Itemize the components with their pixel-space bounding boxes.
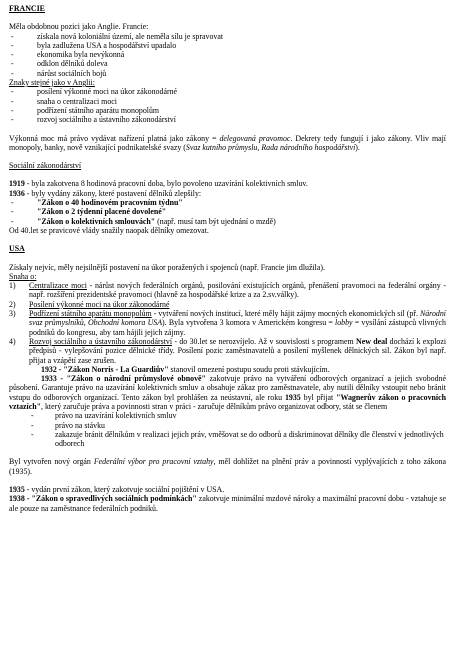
- text-run: byl přijat: [300, 392, 337, 402]
- list-item: [9, 198, 446, 207]
- text-run: , měl dohlížet na plnění práv a povinností vyplývajících z toho zákona (1935).: [9, 457, 446, 476]
- law-title: 1938 - "Zákon o spravedlivých sociálních podmínkách": [9, 494, 197, 504]
- francie-intro: Měla obdobnou pozici jako Anglie. Francie:: [9, 22, 149, 32]
- social-legislation-heading: Sociální zákonodárství: [9, 161, 82, 171]
- law-title: 1932 - "Zákon Norris - La Guardiův": [41, 364, 169, 374]
- law-title: "Zákon o kolektivních smlouvách": [37, 216, 156, 226]
- year: 1936: [9, 188, 25, 198]
- item-number: 1): [9, 281, 16, 291]
- francie-znaky: Znaky stejné jako v Anglii:: [9, 78, 95, 88]
- list-item: - snaha o centralizaci moci: [9, 97, 446, 106]
- list-item: [9, 217, 446, 226]
- text-run: Svaz kutního průmyslu, Rada národního hospodářství: [185, 142, 356, 152]
- list-item: [9, 281, 446, 300]
- usa-snaha: Snaha o:: [9, 271, 37, 281]
- francie-list-2: [9, 87, 446, 124]
- list-item: [9, 300, 446, 309]
- usa-1932: [9, 365, 446, 374]
- item-title: Posílení výkonné moci na úkor zákonodárné: [29, 299, 170, 309]
- list-item: - byla zadlužena USA a hospodářství upadalo: [9, 41, 446, 50]
- text-run: - byly vydány zákony, které postavení dělníků zlepšily:: [24, 188, 202, 198]
- francie-heading: FRANCIE: [9, 4, 45, 13]
- text-run: - vytváření nových institucí, které měly hájit zájmy mocných ekonomických sil (př.: [151, 309, 420, 319]
- text-run: dochází k explozi předpisů - vylepšování pozice dělnické třídy. Posílení pozic zaměstnavatelů a posílení myšlenek dělnických sil. Zákon byl např. přijat a vzápětí zase zrušen.: [29, 336, 447, 365]
- item-title: Podřízení státního aparátu monopolům: [29, 309, 152, 319]
- usa-vybor-paragraph: [9, 457, 446, 476]
- list-item: - získala nová koloniální území, ale neměla sílu je spravovat: [9, 32, 446, 41]
- law-title: "Zákon o 2 týdenní placené dovolené": [37, 207, 167, 217]
- text-run: zakotvuje právo na vytváření odborových organizací a jejich svobodné působení. Garantuje právo na uzavírání kolektivních smluv a obsahuje zákaz pro zaměstnavatele, aby nutili dělníky vstoupit nebo bránit vstupu do odborových organizací. Tento zákon byl prohlášen za neústavní, ale roku: [9, 374, 446, 402]
- list-item: - právo na stávku: [9, 421, 446, 430]
- francie-1919: [9, 179, 446, 188]
- francie-vykonna-paragraph: [9, 134, 446, 153]
- item-number: 3): [9, 309, 16, 319]
- text-run: lobby: [335, 318, 353, 328]
- list-item: - odklon dělníků doleva: [9, 59, 446, 68]
- year: 1919: [9, 179, 25, 189]
- usa-heading: USA: [9, 244, 25, 254]
- text-run: - nárůst nových federálních orgánů, posilování existujících orgánů, přenášení pravomoci na federální orgány - např. rozšíření prezidentské pravomoci (hlavně za hospodářské krize a za 2.sv.války).: [29, 281, 446, 300]
- text-run: zakotvuje minimální mzdové nároky a maximální pracovní dobu - vztahuje se ale pouze na zaměstnance federálních podniků.: [9, 494, 446, 513]
- list-item: - podřízení státního aparátu monopolům: [9, 106, 446, 115]
- year: 1935: [284, 392, 301, 402]
- list-item: [9, 207, 446, 216]
- francie-list-1: [9, 32, 446, 78]
- text-run: New deal: [356, 336, 388, 346]
- francie-od40: Od 40.let se pravicové vlády snažily naopak dělníky omezovat.: [9, 225, 209, 235]
- item-number: 2): [9, 299, 16, 309]
- list-item: [9, 337, 446, 365]
- list-item: - rozvoj sociálního a ústavního zákonodárství: [9, 115, 446, 124]
- list-item: - právo na uzavírání kolektivních smluv: [9, 411, 446, 420]
- law-title: 1933 - "Zákon o národní průmyslové obnově": [41, 374, 206, 384]
- usa-items-list: [9, 281, 446, 365]
- francie-1936: [9, 189, 446, 198]
- francie-laws-list: [9, 198, 446, 226]
- text-run: = vysílání zástupců vlivných podniků do kongresu, aby tam hájili jejich zájmy.: [29, 318, 446, 337]
- text-run: (např. musí tam být ujednání o mzdě): [155, 216, 276, 226]
- usa-1933: [9, 374, 446, 411]
- text-run: stanovil omezení postupu soudu proti stávkujícím.: [168, 364, 330, 374]
- text-run: Výkonná moc má právo vydávat nařízení platná jako zákony =: [9, 133, 220, 143]
- list-item: - posílení výkonné moci na úkor zákonodárné: [9, 87, 446, 96]
- list-item: - zakazuje bránit dělníkům v realizaci jejich práv, vměšovat se do odborů a diskriminovat dělníky dle členství v jednotlivých odborech: [9, 430, 446, 449]
- usa-1938: [9, 494, 446, 513]
- text-run: , který zaručuje práva a povinnosti stran v práci - zaručuje dělníkům právo organizovat odbory, stát se členem: [41, 401, 388, 411]
- text-run: Byl vytvořen nový orgán: [9, 457, 94, 467]
- list-item: - nárůst sociálních bojů: [9, 69, 446, 78]
- item-title: Centralizace moci: [29, 281, 87, 291]
- text-run: - byla zakotvena 8 hodinová pracovní doba, bylo povoleno uzavírání kolektivních smluv.: [24, 179, 308, 189]
- law-title: "Wagnerův zákon o pracovních vztazích": [9, 392, 446, 411]
- list-item: [9, 309, 446, 337]
- text-run: Národní svaz průmyslníků, Obchodní komora USA: [29, 309, 446, 328]
- text-run: Federální výbor pro pracovní vztahy: [93, 457, 214, 467]
- text-run: delegovaná pravomoc: [219, 133, 291, 143]
- text-run: - vydán první zákon, který zakotvuje sociální pojištění v USA.: [24, 485, 225, 495]
- usa-1935: [9, 485, 446, 494]
- usa-intro: Získaly nejvíc, měly nejsilnější postavení na úkor poražených i spojenců (např. Francie jim dlužila).: [9, 262, 325, 272]
- text-run: . Dekrety tedy fungují i jako zákony. Vliv mají monopoly, banky, nově vznikající podnikatelské svazy (: [9, 133, 446, 152]
- item-title: Rozvoj sociálního a ústavního zákonodárství: [29, 336, 173, 346]
- list-item: - ekonomika byla nevýkonná: [9, 50, 446, 59]
- year: 1935: [9, 485, 25, 495]
- text-run: ).: [355, 142, 360, 152]
- text-run: ). Byla vytvořena 3 komora v Americkém kongresu =: [162, 318, 336, 328]
- item-number: 4): [9, 336, 16, 346]
- law-title: "Zákon o 40 hodinovém pracovním týdnu": [37, 198, 183, 208]
- usa-rights-list: [9, 411, 446, 448]
- text-run: - do 30.let se nerozvíjelo. Až v souvislosti s programem: [172, 336, 357, 346]
